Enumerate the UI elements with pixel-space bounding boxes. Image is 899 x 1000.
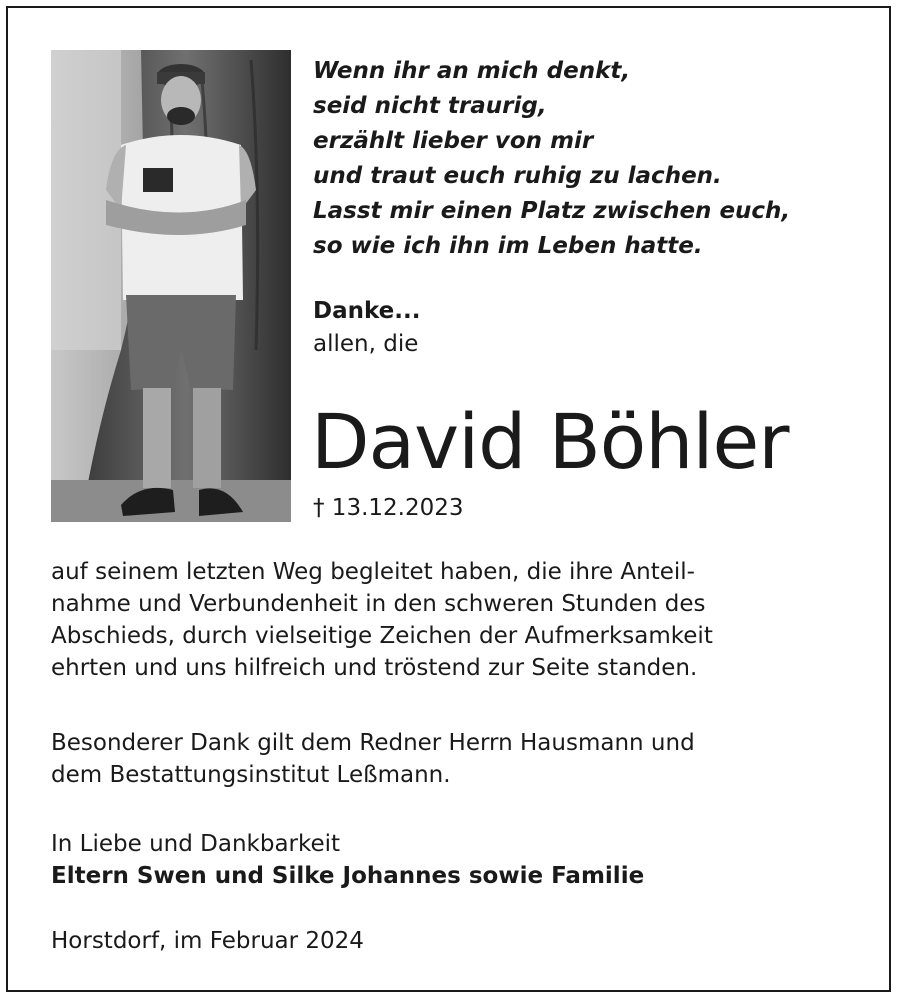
place-date (51, 925, 851, 957)
poem-line: erzählt lieber von mir (313, 128, 594, 154)
portrait-photo (51, 50, 291, 522)
poem (313, 54, 853, 264)
paragraph-line: Besonderer Dank gilt dem Redner Herrn Hausmann und (51, 730, 695, 756)
signatories: Eltern Swen und Silke Johannes sowie Familie (51, 863, 645, 889)
place-date-line: Horstdorf, im Februar 2024 (51, 928, 364, 954)
special-thanks-paragraph (51, 727, 851, 791)
paragraph-line: nahme und Verbundenheit in den schweren Stunden des (51, 591, 706, 617)
paragraph-line: auf seinem letzten Weg begleitet haben, die ihre Anteil- (51, 559, 695, 585)
poem-line: Lasst mir einen Platz zwischen euch, (313, 198, 791, 224)
paragraph-line: dem Bestattungsinstitut Leßmann. (51, 762, 451, 788)
death-date: † 13.12.2023 (313, 495, 464, 521)
signature-block (51, 828, 851, 892)
thanks-heading: Danke... (313, 298, 421, 324)
poem-line: seid nicht traurig, (313, 93, 547, 119)
poem-line: Wenn ihr an mich denkt, (313, 58, 631, 84)
poem-line: und traut euch ruhig zu lachen. (313, 163, 722, 189)
thanks-subline: allen, die (313, 331, 419, 357)
poem-line: so wie ich ihn im Leben hatte. (313, 233, 703, 259)
paragraph-line: ehrten und uns hilfreich und tröstend zur Seite standen. (51, 655, 698, 681)
closing-line: In Liebe und Dankbarkeit (51, 831, 341, 857)
thanks-paragraph (51, 556, 851, 684)
paragraph-line: Abschieds, durch vielseitige Zeichen der Aufmerksamkeit (51, 623, 713, 649)
deceased-name: David Böhler (311, 397, 789, 486)
